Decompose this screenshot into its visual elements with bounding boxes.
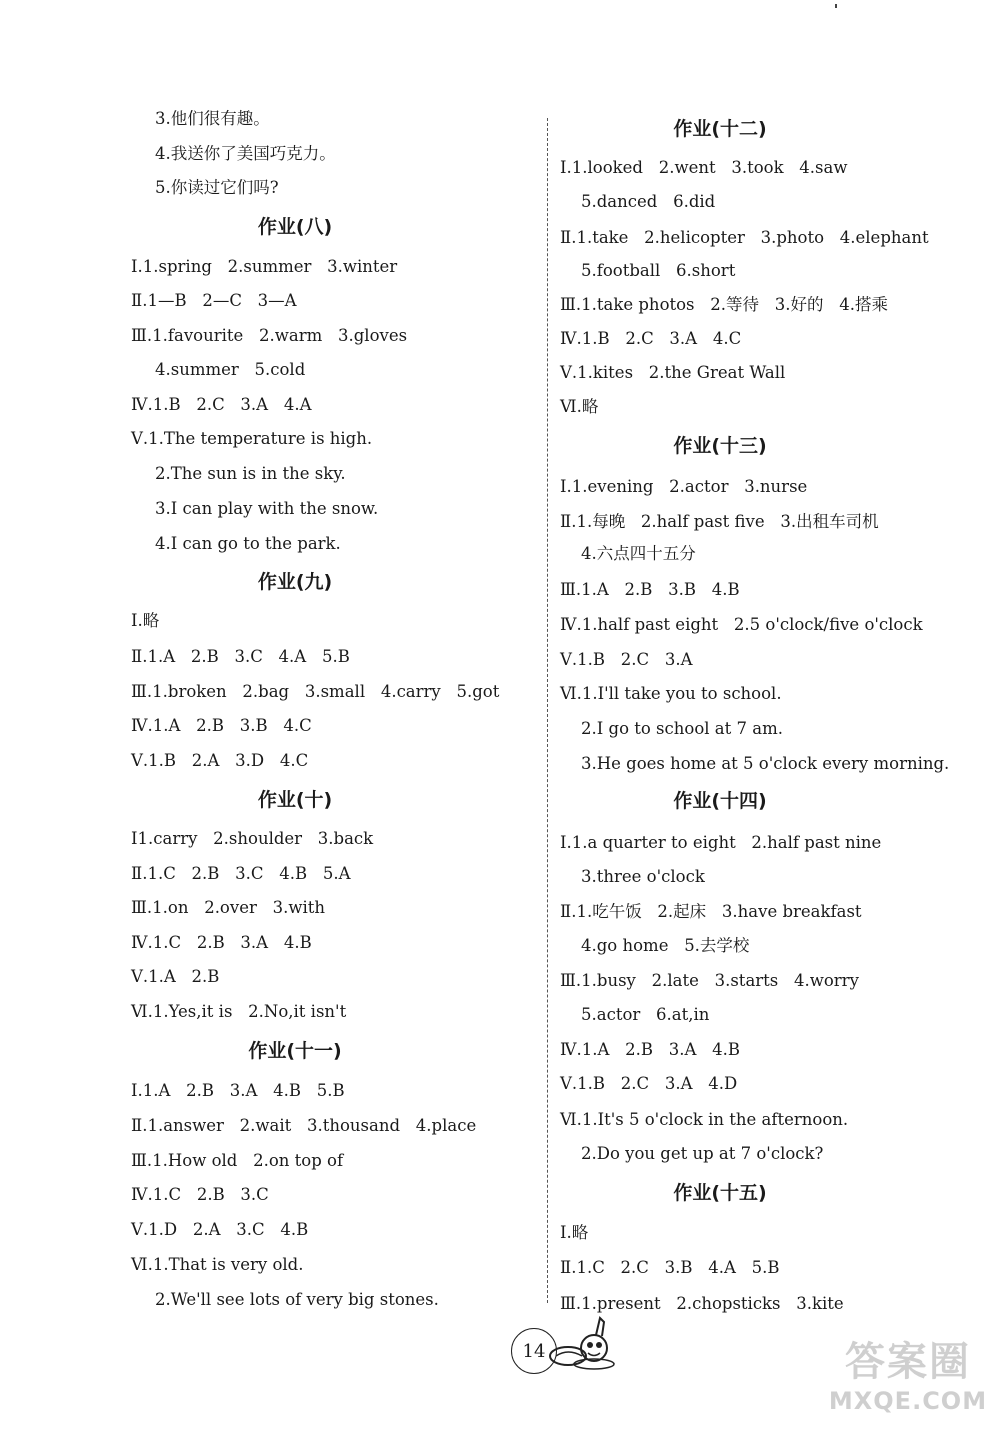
section-heading: 作业(十)	[257, 789, 333, 811]
answer-line: Ⅵ.1.I'll take you to school.	[560, 684, 782, 703]
section-heading: 作业(十二)	[673, 118, 767, 140]
answer-line: Ⅰ.略	[131, 611, 160, 630]
answer-line: 2.We'll see lots of very big stones.	[155, 1290, 439, 1309]
watermark-logo: 答案圈	[845, 1339, 971, 1385]
watermark-url: MXQE.COM	[828, 1387, 988, 1415]
answer-line: Ⅱ.1—B 2—C 3—A	[131, 291, 297, 310]
answer-line: 3.他们很有趣。	[155, 109, 270, 128]
answer-line: Ⅳ.1.C 2.B 3.A 4.B	[131, 933, 312, 952]
answer-line: 2.I go to school at 7 am.	[581, 719, 783, 738]
answer-line: Ⅲ.1.A 2.B 3.B 4.B	[560, 580, 740, 599]
section-heading: 作业(十五)	[673, 1182, 767, 1204]
answer-line: Ⅰ.1.evening 2.actor 3.nurse	[560, 477, 808, 496]
answer-line: 4.I can go to the park.	[155, 534, 341, 553]
answer-line: Ⅲ.1.present 2.chopsticks 3.kite	[560, 1294, 844, 1313]
answer-line: Ⅳ.1.B 2.C 3.A 4.C	[560, 329, 742, 348]
answer-line: Ⅱ.1.C 2.C 3.B 4.A 5.B	[560, 1258, 780, 1277]
watermark	[818, 1338, 998, 1428]
answer-line: Ⅰ.1.a quarter to eight 2.half past nine	[560, 833, 882, 852]
answer-line: Ⅲ.1.on 2.over 3.with	[131, 898, 325, 917]
answer-line: 4.六点四十五分	[581, 544, 696, 563]
section-heading: 作业(十三)	[673, 435, 767, 457]
answer-line: 4.go home 5.去学校	[581, 936, 750, 955]
answer-line: Ⅴ.1.B 2.C 3.A 4.D	[560, 1074, 738, 1093]
answer-line: 5.你读过它们吗?	[155, 178, 279, 197]
answer-line: Ⅴ.1.A 2.B	[131, 967, 220, 986]
answer-line: Ⅲ.1.favourite 2.warm 3.gloves	[131, 326, 408, 345]
answer-line: 3.I can play with the snow.	[155, 499, 379, 518]
answer-line: Ⅰ.略	[560, 1223, 589, 1242]
answer-line: Ⅲ.1.How old 2.on top of	[131, 1151, 344, 1170]
answer-line: Ⅰ.1.spring 2.summer 3.winter	[131, 257, 398, 276]
answer-line: Ⅳ.1.half past eight 2.5 o'clock/five o'clock	[560, 615, 923, 634]
section-heading: 作业(十一)	[248, 1040, 342, 1062]
section-heading: 作业(九)	[257, 571, 333, 593]
answer-line: 4.summer 5.cold	[155, 360, 306, 379]
answer-line: Ⅴ.1.B 2.C 3.A	[560, 650, 693, 669]
answer-line: Ⅲ.1.broken 2.bag 3.small 4.carry 5.got	[131, 682, 500, 701]
top-mark	[835, 4, 837, 8]
answer-line: 2.The sun is in the sky.	[155, 464, 346, 483]
answer-line: Ⅵ.1.It's 5 o'clock in the afternoon.	[560, 1110, 849, 1129]
answer-line: Ⅲ.1.busy 2.late 3.starts 4.worry	[560, 971, 859, 990]
answer-line: Ⅴ.1.The temperature is high.	[131, 429, 373, 448]
answer-line: Ⅳ.1.A 2.B 3.B 4.C	[131, 716, 312, 735]
section-heading: 作业(十四)	[673, 790, 767, 812]
answer-line: 5.football 6.short	[581, 261, 736, 280]
answer-line: Ⅳ.1.B 2.C 3.A 4.A	[131, 395, 312, 414]
answer-line: Ⅳ.1.A 2.B 3.A 4.B	[560, 1040, 740, 1059]
answer-line: Ⅴ.1.B 2.A 3.D 4.C	[131, 751, 309, 770]
answer-line: Ⅱ.1.每晚 2.half past five 3.出租车司机	[560, 512, 879, 531]
column-divider	[547, 118, 548, 1303]
answer-line: 4.我送你了美国巧克力。	[155, 144, 336, 163]
answer-line: Ⅱ.1.take 2.helicopter 3.photo 4.elephant	[560, 228, 929, 247]
page-number: 14	[511, 1328, 557, 1374]
answer-line: Ⅴ.1.kites 2.the Great Wall	[560, 363, 786, 382]
answer-line: Ⅰ.1.A 2.B 3.A 4.B 5.B	[131, 1081, 345, 1100]
answer-line: Ⅱ.1.A 2.B 3.C 4.A 5.B	[131, 647, 350, 666]
answer-line: Ⅵ.1.Yes,it is 2.No,it isn't	[131, 1002, 347, 1021]
answer-line: Ⅱ.1.吃午饭 2.起床 3.have breakfast	[560, 902, 862, 921]
answer-line: Ⅵ.略	[560, 397, 599, 416]
answer-line: Ⅱ.1.C 2.B 3.C 4.B 5.A	[131, 864, 351, 883]
answer-line: 3.three o'clock	[581, 867, 705, 886]
answer-line: Ⅱ.1.answer 2.wait 3.thousand 4.place	[131, 1116, 477, 1135]
answer-line: Ⅵ.1.That is very old.	[131, 1255, 304, 1274]
answer-line: Ⅴ.1.D 2.A 3.C 4.B	[131, 1220, 309, 1239]
answer-line: Ⅰ.1.looked 2.went 3.took 4.saw	[560, 158, 848, 177]
answer-line: Ⅳ.1.C 2.B 3.C	[131, 1185, 269, 1204]
answer-line: 5.danced 6.did	[581, 192, 716, 211]
answer-line: 3.He goes home at 5 o'clock every morning.	[581, 754, 950, 773]
section-heading: 作业(八)	[257, 216, 333, 238]
answer-line: 2.Do you get up at 7 o'clock?	[581, 1144, 824, 1163]
mascot-illustration	[548, 1312, 618, 1372]
answer-line: 5.actor 6.at,in	[581, 1005, 710, 1024]
answer-line: Ⅲ.1.take photos 2.等待 3.好的 4.搭乘	[560, 295, 888, 314]
answer-line: Ⅰ1.carry 2.shoulder 3.back	[131, 829, 374, 848]
